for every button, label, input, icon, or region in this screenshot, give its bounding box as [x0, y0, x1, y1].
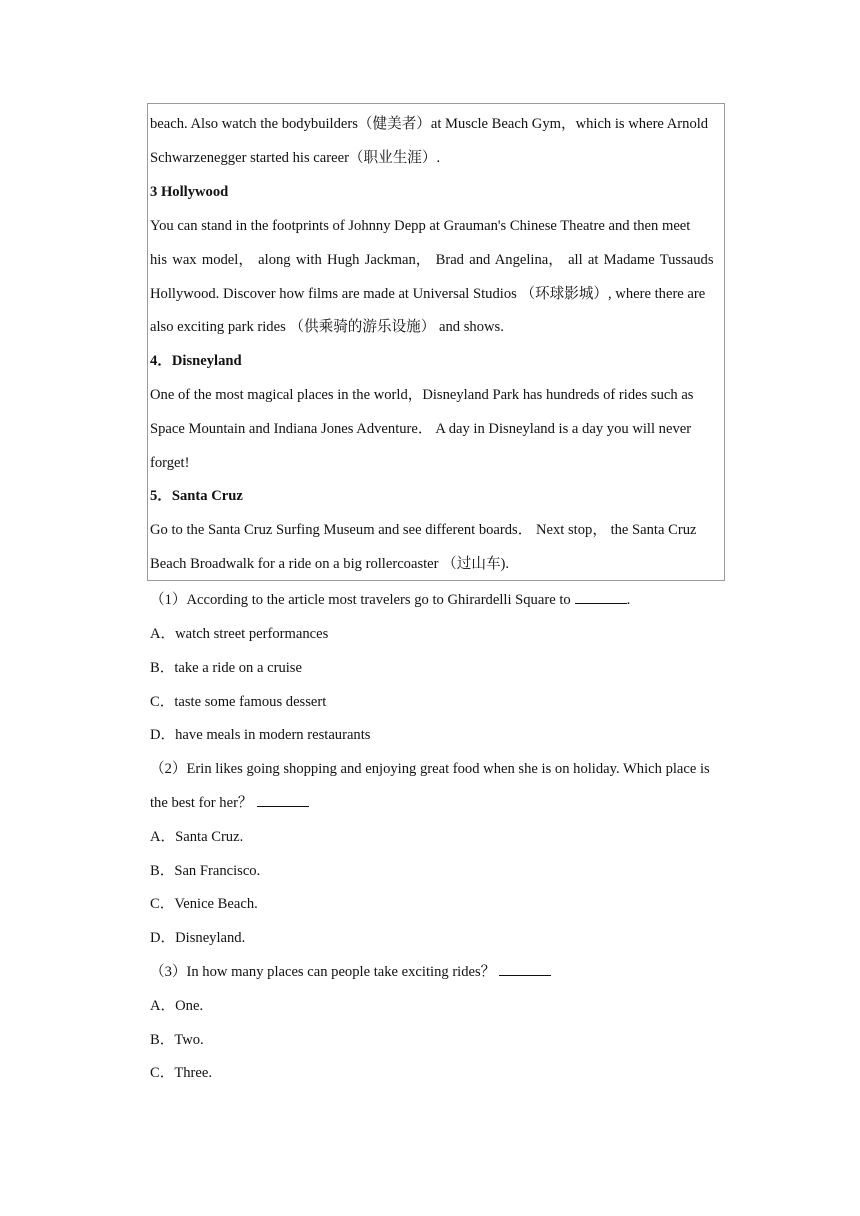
- question-1-option-c[interactable]: C．taste some famous dessert: [150, 694, 327, 710]
- passage-line: [150, 114, 723, 134]
- question-1-stem: [150, 590, 630, 610]
- answer-blank[interactable]: [499, 962, 551, 976]
- question-3-stem: [150, 962, 551, 982]
- question-3-option-b[interactable]: B．Two.: [150, 1032, 204, 1048]
- passage-line: [150, 520, 723, 540]
- section-heading-santa-cruz: 5．Santa Cruz: [150, 488, 243, 504]
- question-2-stem-line2: [150, 793, 309, 813]
- passage-line: [150, 250, 723, 270]
- passage-text: Schwarzenegger started his career（职业生涯）.: [150, 150, 441, 166]
- passage-line: [150, 317, 504, 337]
- section-heading-disneyland: 4．Disneyland: [150, 353, 242, 369]
- passage-text: Hollywood. Discover how films are made at Universal Studios （环球影城）, where there are: [150, 286, 706, 302]
- question-3-option-a[interactable]: A．One.: [150, 998, 204, 1014]
- passage-text: Space Mountain and Indiana Jones Adventure． A day in Disneyland is a day you will never: [150, 421, 692, 437]
- section-heading-hollywood: 3 Hollywood: [150, 184, 229, 200]
- passage-text: his wax model， along with Hugh Jackman， Brad and Angelina， all at Madame Tussauds: [150, 252, 714, 268]
- passage-line: [150, 148, 440, 168]
- passage-line: [150, 554, 509, 574]
- question-1-option-d[interactable]: D．have meals in modern restaurants: [150, 727, 371, 743]
- passage-text: Beach Broadwalk for a ride on a big rollercoaster （过山车).: [150, 556, 510, 572]
- passage-line: [150, 419, 723, 439]
- passage-text: forget!: [150, 455, 190, 471]
- answer-blank[interactable]: [575, 590, 627, 604]
- passage-line: [150, 284, 723, 304]
- question-1-option-b[interactable]: B．take a ride on a cruise: [150, 660, 302, 676]
- passage-text: You can stand in the footprints of Johnny Depp at Grauman's Chinese Theatre and then meet: [150, 218, 691, 234]
- question-2-option-a[interactable]: A．Santa Cruz.: [150, 829, 244, 845]
- question-2-option-d[interactable]: D．Disneyland.: [150, 930, 246, 946]
- question-1-option-a[interactable]: A．watch street performances: [150, 626, 329, 642]
- question-text: （1）According to the article most travelers go to Ghirardelli Square to: [150, 592, 571, 608]
- question-3-option-c[interactable]: C．Three.: [150, 1065, 213, 1081]
- passage-text: One of the most magical places in the world，Disneyland Park has hundreds of rides such as: [150, 387, 694, 403]
- passage-box: [147, 103, 725, 581]
- question-text: the best for her？: [150, 795, 253, 811]
- question-text: （2）Erin likes going shopping and enjoying great food when she is on holiday. Which place is: [150, 761, 710, 777]
- question-text: （3）In how many places can people take exciting rides？: [150, 964, 496, 980]
- passage-text: Go to the Santa Cruz Surfing Museum and see different boards． Next stop， the Santa Cruz: [150, 522, 697, 538]
- passage-line: [150, 453, 189, 473]
- question-2-stem: [150, 759, 730, 779]
- passage-line: [150, 385, 723, 405]
- passage-text: also exciting park rides （供乘骑的游乐设施） and shows.: [150, 319, 504, 335]
- question-2-option-c[interactable]: C．Venice Beach.: [150, 896, 258, 912]
- question-text-end: .: [626, 592, 631, 608]
- passage-text: beach. Also watch the bodybuilders（健美者）at Muscle Beach Gym，which is where Arnold: [150, 116, 709, 132]
- answer-blank[interactable]: [257, 793, 309, 807]
- question-2-option-b[interactable]: B．San Francisco.: [150, 863, 261, 879]
- passage-line: [150, 216, 723, 236]
